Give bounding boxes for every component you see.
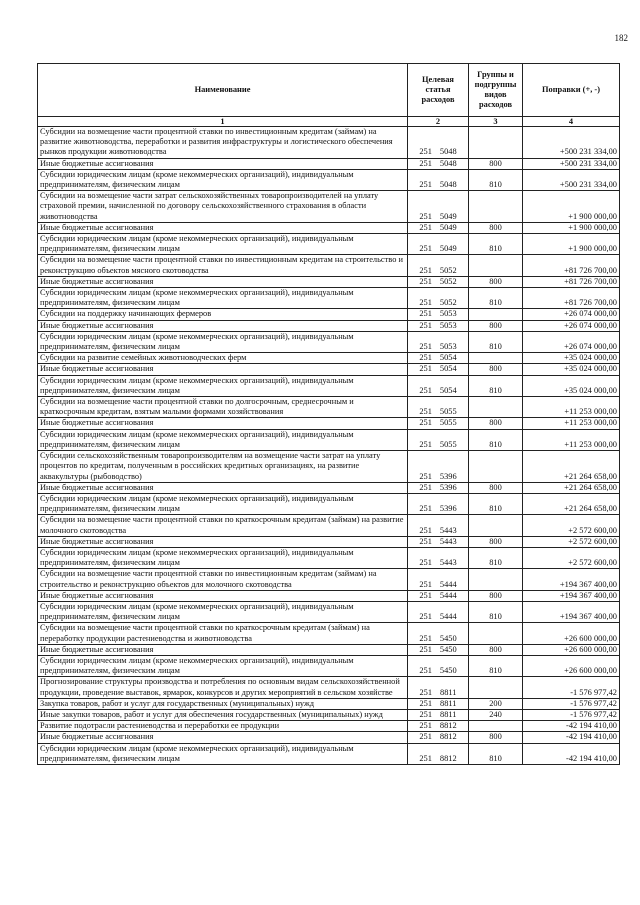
row-group (469, 721, 523, 732)
row-amount: +11 253 000,00 (523, 418, 620, 429)
row-group (469, 677, 523, 698)
row-code (408, 397, 469, 418)
row-name: Субсидии на развитие семейных животноводческих ферм (38, 353, 408, 364)
row-name: Иные бюджетные ассигнования (38, 276, 408, 287)
row-group: 810 (469, 547, 523, 568)
row-code-part2: 5048 (439, 180, 457, 190)
row-name: Иные бюджетные ассигнования (38, 418, 408, 429)
table-row (38, 698, 620, 709)
row-name: Субсидии на возмещение части процентной ставки по краткосрочным кредитам (займам) на развитие молочного скотоводства (38, 515, 408, 536)
row-code-part2: 5450 (439, 633, 457, 643)
row-code-part1: 251 (419, 753, 432, 763)
row-name: Иные бюджетные ассигнования (38, 590, 408, 601)
table-row (38, 451, 620, 483)
row-code-part2: 5443 (439, 536, 457, 546)
row-code (408, 569, 469, 590)
table-row (38, 536, 620, 547)
row-group (469, 353, 523, 364)
row-group: 800 (469, 482, 523, 493)
row-code-part1: 251 (419, 633, 432, 643)
row-amount: -42 194 410,00 (523, 732, 620, 743)
row-code-part1: 251 (419, 147, 432, 157)
row-name: Субсидии юридическим лицам (кроме некоммерческих организаций), индивидуальным предпринимателям, физическим лицам (38, 234, 408, 255)
row-code-part1: 251 (419, 342, 432, 352)
row-code (408, 709, 469, 720)
row-code-part2: 5053 (439, 309, 457, 319)
row-group (469, 397, 523, 418)
row-name: Иные бюджетные ассигнования (38, 158, 408, 169)
row-code-part1: 251 (419, 558, 432, 568)
row-amount: +1 900 000,00 (523, 191, 620, 223)
header-name: Наименование (38, 64, 408, 117)
row-group: 810 (469, 655, 523, 676)
row-code (408, 353, 469, 364)
table-row (38, 590, 620, 601)
row-code-part1: 251 (419, 158, 432, 168)
row-code (408, 127, 469, 159)
row-code (408, 721, 469, 732)
row-code-part2: 5444 (439, 579, 457, 589)
row-code (408, 276, 469, 287)
row-amount: -42 194 410,00 (523, 721, 620, 732)
row-code (408, 743, 469, 764)
row-code-part1: 251 (419, 298, 432, 308)
row-group: 810 (469, 493, 523, 514)
table-row (38, 375, 620, 396)
row-code (408, 288, 469, 309)
row-code-part2: 8812 (439, 721, 457, 731)
row-code (408, 601, 469, 622)
table-row (38, 353, 620, 364)
row-name: Иные бюджетные ассигнования (38, 482, 408, 493)
table-row (38, 743, 620, 764)
row-code-part1: 251 (419, 418, 432, 428)
row-amount: +11 253 000,00 (523, 397, 620, 418)
table-row (38, 515, 620, 536)
row-group (469, 451, 523, 483)
row-name: Иные бюджетные ассигнования (38, 222, 408, 233)
row-code-part2: 5396 (439, 504, 457, 514)
table-row (38, 721, 620, 732)
row-code-part2: 5052 (439, 298, 457, 308)
row-group: 800 (469, 276, 523, 287)
row-amount: +81 726 700,00 (523, 288, 620, 309)
row-code (408, 547, 469, 568)
row-code (408, 234, 469, 255)
row-code-part1: 251 (419, 244, 432, 254)
row-name: Субсидии юридическим лицам (кроме некоммерческих организаций), индивидуальным предпринимателям, физическим лицам (38, 331, 408, 352)
row-code (408, 429, 469, 450)
table-row (38, 569, 620, 590)
row-code (408, 364, 469, 375)
row-group: 810 (469, 331, 523, 352)
row-amount: +26 074 000,00 (523, 309, 620, 320)
row-code (408, 590, 469, 601)
row-code-part1: 251 (419, 536, 432, 546)
table-row (38, 601, 620, 622)
row-group: 800 (469, 536, 523, 547)
row-amount: +11 253 000,00 (523, 429, 620, 450)
header-amount: Поправки (+, -) (523, 64, 620, 117)
row-code-part2: 5055 (439, 439, 457, 449)
row-code-part1: 251 (419, 222, 432, 232)
row-name: Субсидии сельскохозяйственным товаропроизводителям на возмещение части затрат на уплату процентов по кредитам, полученным в российских кредитных организациях, на развитие аквакультуры (рыбоводство) (38, 451, 408, 483)
table-row (38, 623, 620, 644)
table-row (38, 127, 620, 159)
row-group: 810 (469, 601, 523, 622)
row-name: Иные бюджетные ассигнования (38, 644, 408, 655)
row-amount: -1 576 977,42 (523, 698, 620, 709)
row-code-part2: 5443 (439, 558, 457, 568)
row-amount: +35 024 000,00 (523, 375, 620, 396)
row-name: Субсидии юридическим лицам (кроме некоммерческих организаций), индивидуальным предпринимателям, физическим лицам (38, 169, 408, 190)
row-amount: +21 264 658,00 (523, 482, 620, 493)
row-amount: +81 726 700,00 (523, 255, 620, 276)
row-amount: +35 024 000,00 (523, 353, 620, 364)
row-code (408, 482, 469, 493)
budget-amendments-table (37, 63, 620, 765)
row-group: 800 (469, 644, 523, 655)
row-name: Субсидии юридическим лицам (кроме некоммерческих организаций), индивидуальным предпринимателям, физическим лицам (38, 493, 408, 514)
row-code-part1: 251 (419, 644, 432, 654)
row-code (408, 375, 469, 396)
row-amount: +26 074 000,00 (523, 331, 620, 352)
row-amount: +2 572 600,00 (523, 515, 620, 536)
table-row (38, 429, 620, 450)
row-code-part2: 5396 (439, 471, 457, 481)
row-group: 240 (469, 709, 523, 720)
row-code (408, 255, 469, 276)
row-code-part2: 5049 (439, 222, 457, 232)
table-row (38, 677, 620, 698)
row-name: Субсидии юридическим лицам (кроме некоммерческих организаций), индивидуальным предпринимателям, физическим лицам (38, 601, 408, 622)
row-code-part2: 5052 (439, 265, 457, 275)
row-amount: +26 600 000,00 (523, 644, 620, 655)
row-amount: +500 231 334,00 (523, 169, 620, 190)
row-code (408, 515, 469, 536)
row-code-part1: 251 (419, 407, 432, 417)
row-code (408, 677, 469, 698)
row-code-part2: 5450 (439, 666, 457, 676)
row-code (408, 493, 469, 514)
row-code-part1: 251 (419, 276, 432, 286)
row-group: 800 (469, 320, 523, 331)
row-amount: -1 576 977,42 (523, 677, 620, 698)
row-code (408, 331, 469, 352)
header-group: Группы и подгруппы видов расходов (469, 64, 523, 117)
row-name: Субсидии на возмещение части процентной ставки по инвестиционным кредитам на строительство и реконструкцию объектов мясного скотоводства (38, 255, 408, 276)
row-code-part2: 8812 (439, 732, 457, 742)
row-code-part2: 5443 (439, 525, 457, 535)
row-code (408, 191, 469, 223)
column-number: 1 (38, 117, 408, 127)
row-group: 800 (469, 364, 523, 375)
row-code-part1: 251 (419, 439, 432, 449)
row-name: Прогнозирование структуры производства и потребления по основным видам сельскохозяйственной продукции, проведение выставок, ярмарок, конкурсов и других мероприятий в сельском хозяйстве (38, 677, 408, 698)
table-row (38, 158, 620, 169)
row-code-part1: 251 (419, 709, 433, 719)
row-code (408, 309, 469, 320)
row-name: Субсидии на возмещение части процентной ставки по краткосрочным кредитам (займам) на переработку продукции растениеводства и животноводства (38, 623, 408, 644)
row-code-part2: 8811 (440, 698, 457, 708)
table-row (38, 655, 620, 676)
row-amount: +35 024 000,00 (523, 364, 620, 375)
row-name: Закупка товаров, работ и услуг для государственных (муниципальных) нужд (38, 698, 408, 709)
column-number: 3 (469, 117, 523, 127)
row-code-part1: 251 (419, 504, 432, 514)
row-group (469, 191, 523, 223)
row-code-part1: 251 (419, 180, 432, 190)
row-name: Субсидии юридическим лицам (кроме некоммерческих организаций), индивидуальным предпринимателям, физическим лицам (38, 429, 408, 450)
row-group (469, 623, 523, 644)
row-code-part2: 5048 (439, 147, 457, 157)
row-code-part1: 251 (419, 211, 432, 221)
row-code (408, 158, 469, 169)
row-code-part2: 5049 (439, 211, 457, 221)
row-code-part2: 5055 (439, 418, 457, 428)
row-group (469, 255, 523, 276)
row-code-part2: 8811 (440, 709, 457, 719)
row-code-part2: 5052 (439, 276, 457, 286)
row-name: Субсидии юридическим лицам (кроме некоммерческих организаций), индивидуальным предпринимателям, физическим лицам (38, 743, 408, 764)
table-row (38, 397, 620, 418)
row-code-part2: 5053 (439, 342, 457, 352)
table-row (38, 644, 620, 655)
row-code-part2: 5444 (439, 590, 457, 600)
row-code-part2: 8812 (439, 753, 457, 763)
row-name: Иные бюджетные ассигнования (38, 536, 408, 547)
row-code (408, 222, 469, 233)
table-row (38, 331, 620, 352)
row-amount: +21 264 658,00 (523, 493, 620, 514)
row-code-part2: 5055 (439, 407, 457, 417)
row-name: Субсидии юридическим лицам (кроме некоммерческих организаций), индивидуальным предпринимателям, физическим лицам (38, 288, 408, 309)
row-group: 200 (469, 698, 523, 709)
row-name: Субсидии на возмещение части процентной ставки по долгосрочным, среднесрочным и краткосрочным кредитам, взятым малыми формами хозяйствования (38, 397, 408, 418)
row-code (408, 320, 469, 331)
row-code-part2: 5054 (439, 353, 457, 363)
row-amount: +26 600 000,00 (523, 623, 620, 644)
column-number: 2 (408, 117, 469, 127)
row-code-part2: 5054 (439, 385, 457, 395)
table-row (38, 309, 620, 320)
table-row (38, 320, 620, 331)
row-code-part1: 251 (419, 698, 433, 708)
column-number-row (38, 117, 620, 127)
row-name: Развитие подотрасли растениеводства и переработки ее продукции (38, 721, 408, 732)
table-row (38, 418, 620, 429)
row-group (469, 569, 523, 590)
row-name: Субсидии на возмещение части процентной ставки по инвестиционным кредитам (займам) на развитие животноводства, переработки и развития инфраструктуры и логистического обеспечения рынков продукции животноводства (38, 127, 408, 159)
row-group: 810 (469, 234, 523, 255)
row-code (408, 655, 469, 676)
row-group (469, 127, 523, 159)
row-code-part1: 251 (419, 590, 432, 600)
row-amount: +500 231 334,00 (523, 127, 620, 159)
row-code-part2: 5054 (439, 364, 457, 374)
row-code-part1: 251 (419, 721, 432, 731)
row-code (408, 418, 469, 429)
table-row (38, 288, 620, 309)
row-amount: +194 367 400,00 (523, 590, 620, 601)
row-code-part2: 5053 (439, 320, 457, 330)
row-code-part1: 251 (419, 320, 432, 330)
row-amount: +1 900 000,00 (523, 234, 620, 255)
row-amount: +194 367 400,00 (523, 569, 620, 590)
row-amount: +26 074 000,00 (523, 320, 620, 331)
row-amount: +500 231 334,00 (523, 158, 620, 169)
row-name: Иные закупки товаров, работ и услуг для обеспечения государственных (муниципальных) нужд (38, 709, 408, 720)
row-code (408, 451, 469, 483)
row-code-part1: 251 (419, 612, 432, 622)
row-name: Иные бюджетные ассигнования (38, 320, 408, 331)
row-group: 810 (469, 169, 523, 190)
table-row (38, 191, 620, 223)
row-code-part1: 251 (419, 471, 432, 481)
row-amount: +1 900 000,00 (523, 222, 620, 233)
row-name: Иные бюджетные ассигнования (38, 364, 408, 375)
row-name: Субсидии на возмещение части затрат сельскохозяйственных товаропроизводителей на уплату страховой премии, начисленной по договору сельскохозяйственного страхования в области животноводства (38, 191, 408, 223)
column-number: 4 (523, 117, 620, 127)
page-number: 182 (614, 33, 628, 43)
table-row (38, 255, 620, 276)
row-name: Иные бюджетные ассигнования (38, 732, 408, 743)
row-amount: +194 367 400,00 (523, 601, 620, 622)
row-group (469, 309, 523, 320)
row-amount: +2 572 600,00 (523, 547, 620, 568)
table-row (38, 169, 620, 190)
row-group: 800 (469, 732, 523, 743)
row-code-part1: 251 (419, 687, 433, 697)
row-group: 810 (469, 429, 523, 450)
row-amount: -42 194 410,00 (523, 743, 620, 764)
row-code (408, 169, 469, 190)
header-code: Целевая статья расходов (408, 64, 469, 117)
table-row (38, 493, 620, 514)
row-amount: +2 572 600,00 (523, 536, 620, 547)
table-header-row (38, 64, 620, 117)
row-name: Субсидии на возмещение части процентной ставки по инвестиционным кредитам (займам) на строительство и реконструкцию объектов для молочного скотоводства (38, 569, 408, 590)
table-row (38, 276, 620, 287)
row-amount: +81 726 700,00 (523, 276, 620, 287)
row-group: 800 (469, 418, 523, 429)
table-row (38, 732, 620, 743)
table-row (38, 709, 620, 720)
row-code-part1: 251 (419, 265, 432, 275)
row-amount: +21 264 658,00 (523, 451, 620, 483)
row-name: Субсидии на поддержку начинающих фермеров (38, 309, 408, 320)
table-row (38, 547, 620, 568)
row-code-part2: 5444 (439, 612, 457, 622)
row-code (408, 536, 469, 547)
row-code (408, 698, 469, 709)
row-code-part2: 5396 (439, 482, 457, 492)
row-code-part1: 251 (419, 385, 432, 395)
row-group: 810 (469, 743, 523, 764)
row-code-part2: 5048 (439, 158, 457, 168)
row-group: 800 (469, 222, 523, 233)
table-row (38, 364, 620, 375)
row-code-part2: 8811 (440, 687, 457, 697)
row-code-part1: 251 (419, 353, 432, 363)
row-name: Субсидии юридическим лицам (кроме некоммерческих организаций), индивидуальным предпринимателям, физическим лицам (38, 655, 408, 676)
table-row (38, 482, 620, 493)
row-code-part1: 251 (419, 525, 432, 535)
row-code (408, 644, 469, 655)
row-code (408, 732, 469, 743)
row-code-part1: 251 (419, 482, 432, 492)
row-code-part1: 251 (419, 579, 432, 589)
row-code-part2: 5450 (439, 644, 457, 654)
row-code-part2: 5049 (439, 244, 457, 254)
row-group: 800 (469, 590, 523, 601)
row-code-part1: 251 (419, 666, 432, 676)
table-row (38, 222, 620, 233)
row-name: Субсидии юридическим лицам (кроме некоммерческих организаций), индивидуальным предпринимателям, физическим лицам (38, 547, 408, 568)
row-code-part1: 251 (419, 364, 432, 374)
row-amount: -1 576 977,42 (523, 709, 620, 720)
row-group: 810 (469, 288, 523, 309)
row-code-part1: 251 (419, 309, 432, 319)
row-code (408, 623, 469, 644)
row-group (469, 515, 523, 536)
row-code-part1: 251 (419, 732, 432, 742)
row-group: 800 (469, 158, 523, 169)
table-row (38, 234, 620, 255)
row-group: 810 (469, 375, 523, 396)
row-name: Субсидии юридическим лицам (кроме некоммерческих организаций), индивидуальным предпринимателям, физическим лицам (38, 375, 408, 396)
row-amount: +26 600 000,00 (523, 655, 620, 676)
